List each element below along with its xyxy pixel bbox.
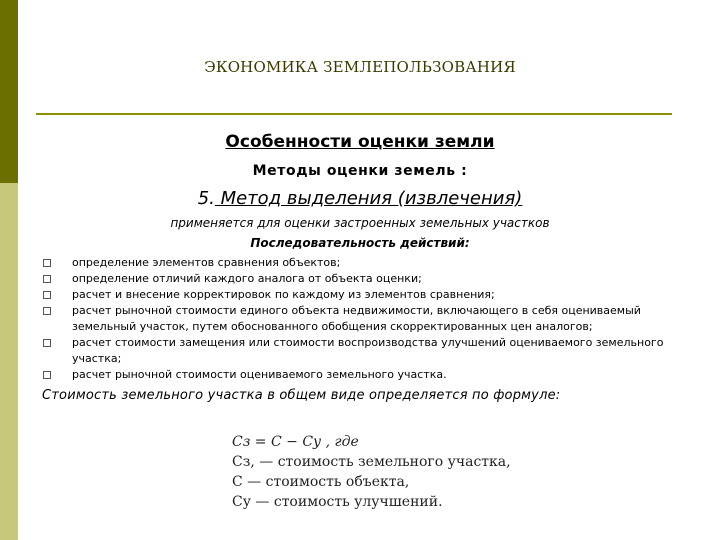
- formula-block: [232, 432, 511, 524]
- checkbox-bullet-icon: [43, 291, 51, 299]
- sequence-heading: Последовательность действий:: [250, 236, 470, 250]
- checkbox-bullet-icon: [43, 307, 51, 315]
- step-text: расчет рыночной стоимости единого объекта недвижимости, включающего в себя оцениваемый земельный участок, путем обоснованного обобщения скорректированных цен аналогов;: [72, 304, 641, 333]
- checkbox-bullet-icon: [43, 275, 51, 283]
- step-text: определение элементов сравнения объектов;: [72, 256, 341, 269]
- slide-header-title: ЭКОНОМИКА ЗЕМЛЕПОЛЬЗОВАНИЯ: [204, 58, 516, 76]
- list-item: [40, 335, 680, 367]
- checkbox-bullet-icon: [43, 259, 51, 267]
- formula-intro: Стоимость земельного участка в общем виде определяется по формуле:: [42, 388, 561, 403]
- list-item: [40, 367, 680, 383]
- checkbox-bullet-icon: [43, 371, 51, 379]
- step-text: расчет рыночной стоимости оцениваемого земельного участка.: [72, 368, 447, 381]
- list-item: [40, 255, 680, 271]
- formula-expression: Cз = C − Cу , где: [232, 434, 359, 450]
- step-text: расчет стоимости замещения или стоимости воспроизводства улучшений оцениваемого земельного участка;: [72, 336, 664, 365]
- formula-definition: С — стоимость объекта,: [232, 474, 410, 490]
- header-divider: [36, 113, 672, 115]
- method-name: Метод выделения (извлечения): [214, 188, 523, 209]
- method-title: [0, 188, 720, 209]
- list-item: [40, 271, 680, 287]
- formula-definition: Су — стоимость улучшений.: [232, 494, 443, 510]
- step-text: определение отличий каждого аналога от объекта оценки;: [72, 272, 422, 285]
- methods-heading: Методы оценки земель :: [252, 163, 468, 179]
- applies-to-text: применяется для оценки застроенных земельных участков: [170, 216, 550, 230]
- method-number: 5.: [197, 188, 215, 209]
- list-item: [40, 303, 680, 335]
- formula-definition: Сз, — стоимость земельного участка,: [232, 454, 511, 470]
- step-text: расчет и внесение корректировок по каждому из элементов сравнения;: [72, 288, 495, 301]
- steps-list: [40, 255, 680, 383]
- checkbox-bullet-icon: [43, 339, 51, 347]
- section-title: Особенности оценки земли: [225, 132, 495, 152]
- left-accent-bar-dark: [0, 0, 18, 183]
- list-item: [40, 287, 680, 303]
